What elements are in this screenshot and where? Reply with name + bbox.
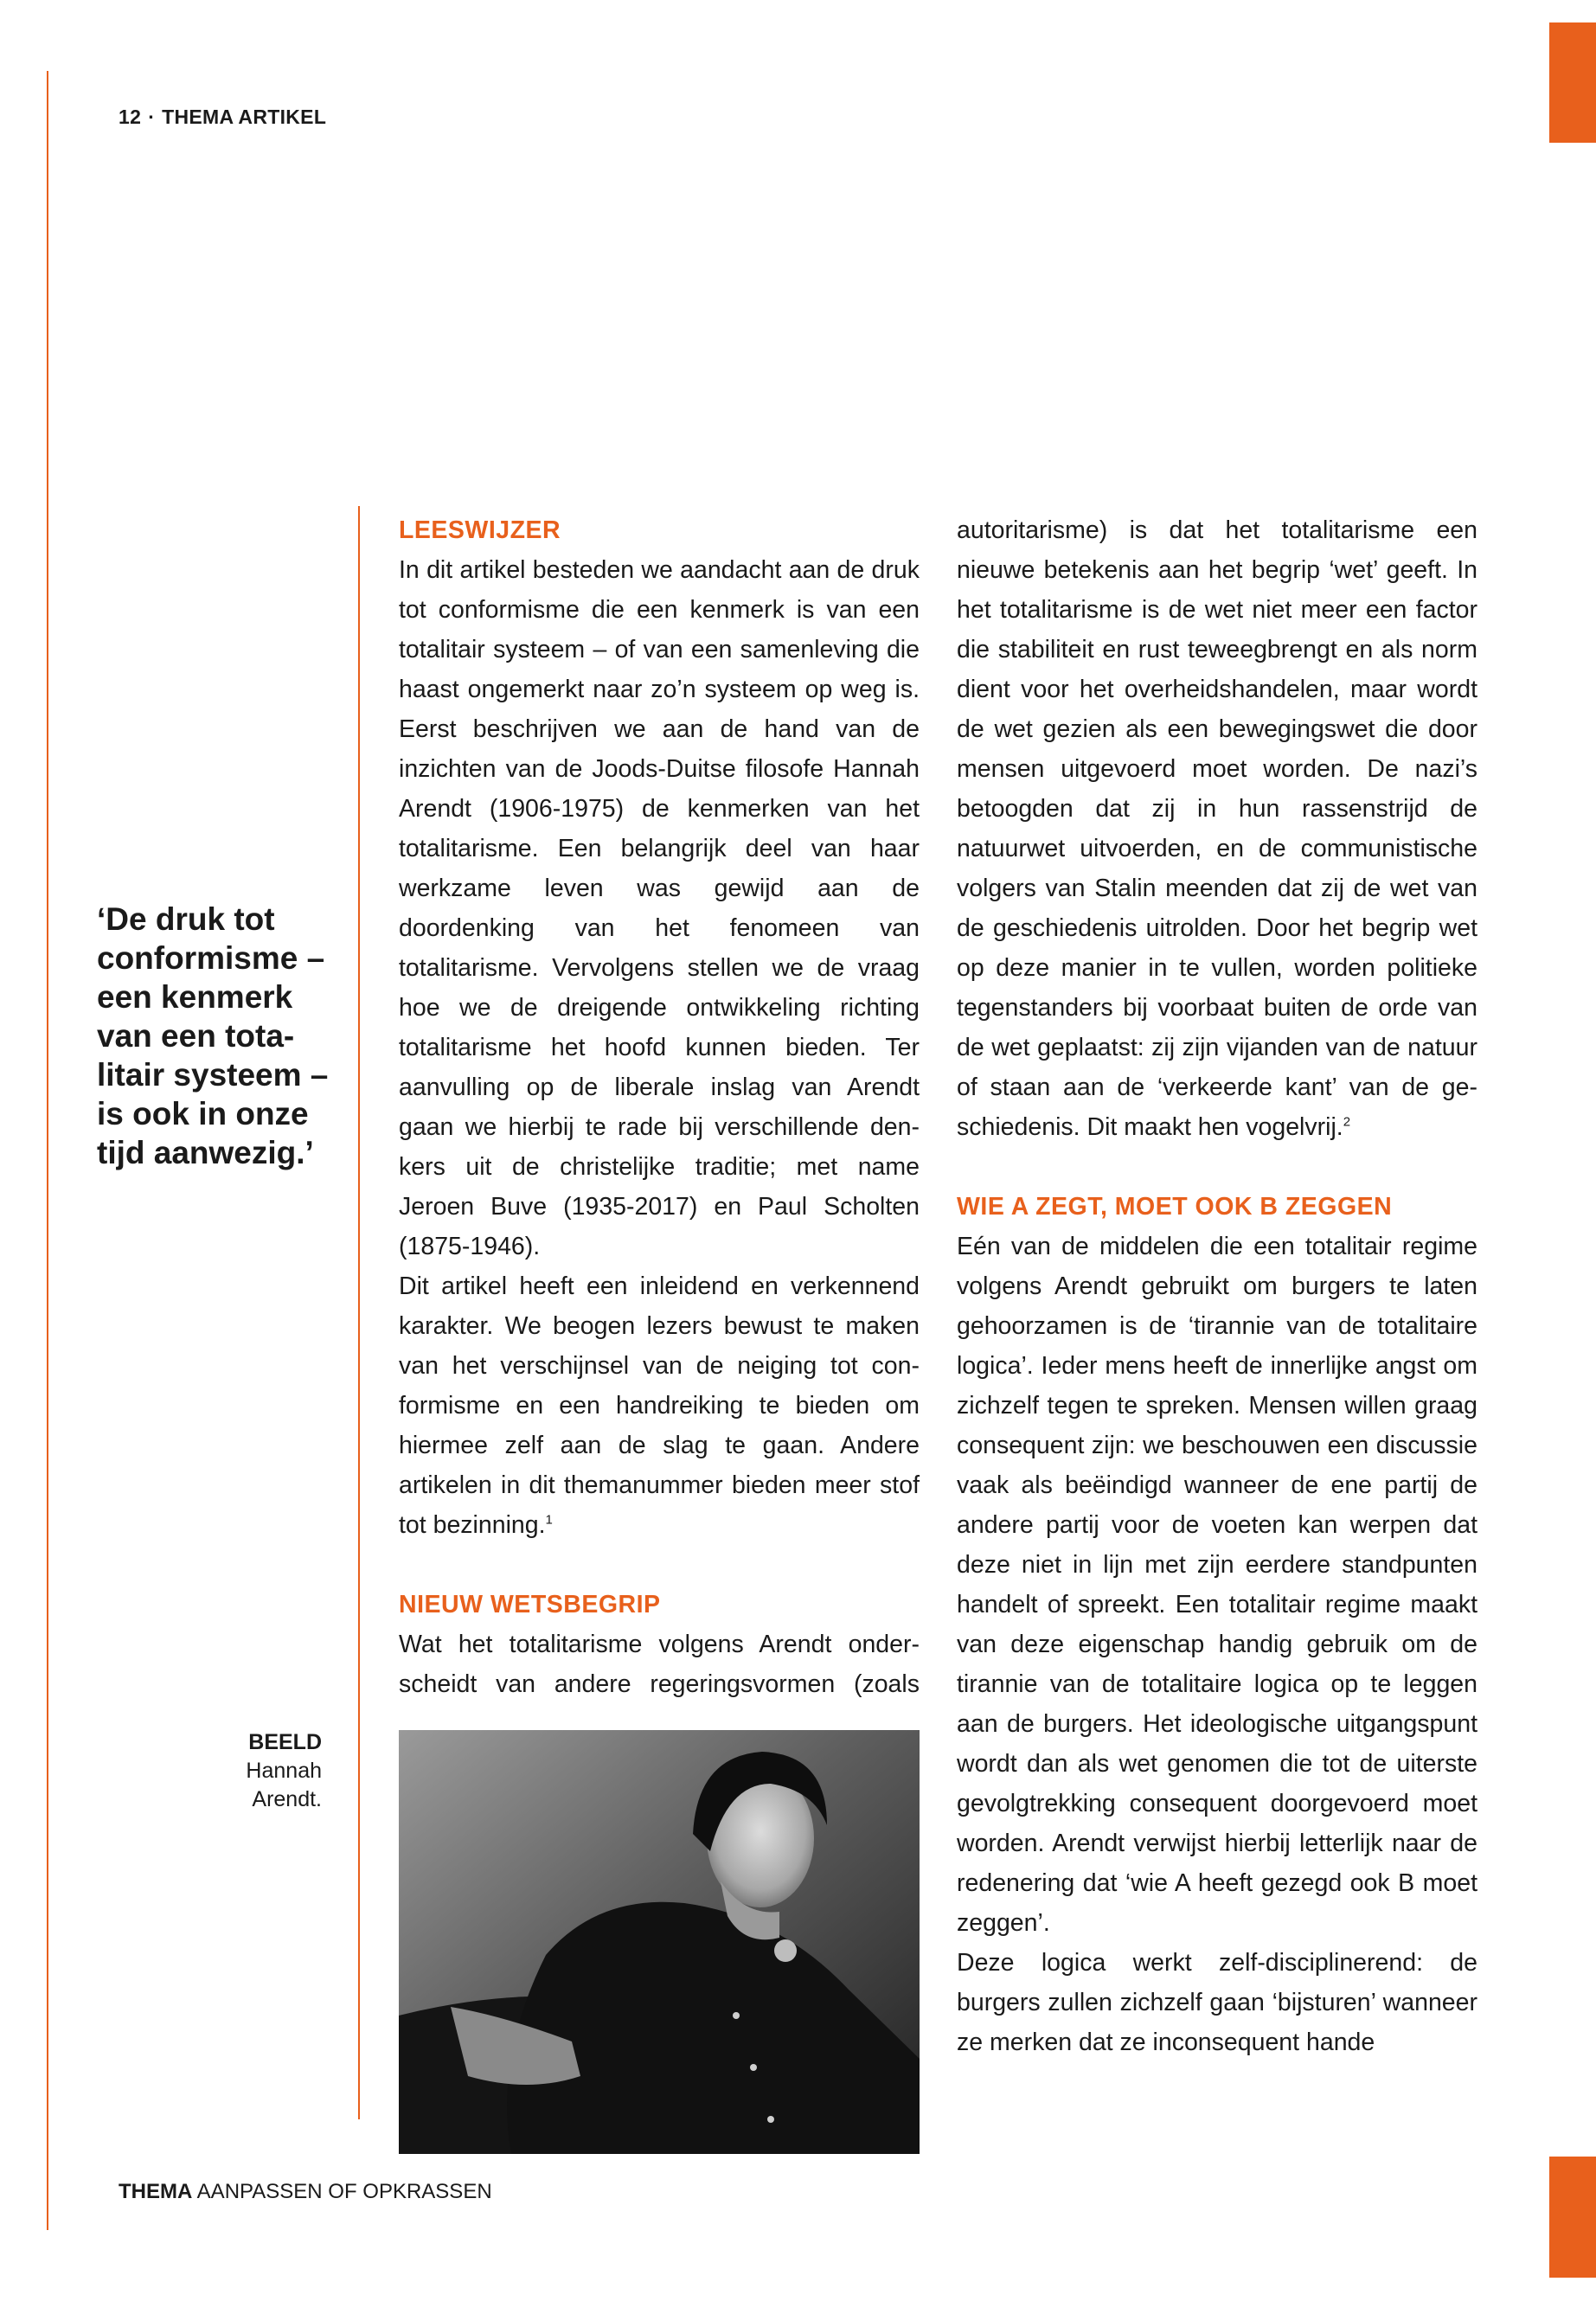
paragraph-character-text: Dit artikel heeft een inleidend en verkennend karakter. We beogen lezers bewust te maken van het verschijnsel van de neiging tot conformisme en een handreiking te bieden om hiermee zelf aan de slag te gaan. Andere artikelen in dit themanummer bieden meer stof tot bezinning. <box>399 1272 920 1539</box>
paragraph-intro: In dit artikel besteden we aandacht aan de druk tot conformisme die een kenmerk is van een totalitair systeem – of van een samenleving die haast ongemerkt naar zo’n systeem op weg is. Eerst beschrijven we aan de hand van de inzichten van de Joods-Duitse filosofe Hannah Arendt (1906-1975) de kenmerken van het totalitarisme. Een belangrijk deel van haar werkzame leven was gewijd aan de doordenking van het fenomeen van totalitarisme. Vervolgens stellen we de vraag hoe we de dreigende ontwikkeling richting totalitarisme het hoofd kunnen bieden. Ter aanvulling op de liberale inslag van Arendt gaan we hierbij te rade bij verschillende denkers uit de christelijke traditie; met name Jeroen Buve (1935-2017) en Paul Scholten (1875-1946). <box>399 556 920 1260</box>
caption-label: BEELD <box>248 1730 322 1754</box>
caption-text: Hannah Arendt. <box>246 1759 322 1811</box>
paragraph-wetsbegrip-start: Wat het totalitarisme volgens Arendt onderscheidt van andere regeringsvormen (zoals <box>399 1631 920 1698</box>
footnote-ref-2: 2 <box>1343 1114 1351 1130</box>
portrait-illustration <box>399 1730 920 2154</box>
paragraph-autoritarisme-text: autoritarisme) is dat het totalitarisme een nieuwe betekenis aan het begrip ‘wet’ geeft. In het totalitarisme is de wet niet meer een factor die stabiliteit en rust teweegbrengt en als norm dient voor het overheidshandelen, maar wordt de wet gezien als een bewegingswet die door mensen uitgevoerd moet worden. De nazi’s betoogden dat zij in hun rassenstrijd de natuurwet uitvoerden, en de communistische volgers van Stalin meenden dat zij de wet van de geschiedenis uitrolden. Door het begrip wet op deze manier in te vullen, worden politieke tegenstanders bij voorbaat buiten de orde van de wet geplaatst: zij zijn vijanden van de natuur of staan aan de ‘verkeerde kant’ van de geschiedenis. Dit maakt hen vogelvrij. <box>957 516 1477 1141</box>
orange-edge-tab-top <box>1549 22 1596 143</box>
paragraph-zelf-disciplinerend: Deze logica werkt zelf-disciplinerend: de burgers zullen zichzelf gaan ‘bijsturen’ wanneer ze merken dat ze inconsequent hande <box>957 1949 1477 2056</box>
running-head <box>119 106 326 129</box>
column-divider-rule <box>358 506 360 2119</box>
footer-title: AANPASSEN OF OPKRASSEN <box>196 2180 492 2203</box>
heading-leeswijzer: LEESWIJZER <box>399 516 561 544</box>
left-margin-rule <box>47 71 48 2230</box>
pull-quote: ‘De druk tot conformisme – een kenmerk van een totalitair systeem – is ook in onze tijd aanwezig.’ <box>97 901 329 1170</box>
paragraph-totalitaire-logica: Eén van de middelen die een totalitair regime volgens Arendt gebruikt om burgers te laten gehoorzamen is de ‘tirannie van de totalitaire logica’. Ieder mens heeft de innerlijke angst om zichzelf tegen te spreken. Mensen willen graag consequent zijn: we beschouwen een discussie vaak als beëindigd wanneer de ene partij de andere partij voor de voeten kan werpen dat deze niet in lijn met zijn eerdere standpunten handelt of spreekt. Een totalitair regime maakt van deze eigenschap handig gebruik om de tirannie van de totalitaire logica op te leggen aan de burgers. Het ideologische uitgangspunt wordt dan als wet genomen die tot de uiterste gevolgtrekking consequent doorgevoerd moet worden. Arendt verwijst hierbij letterlijk naar de redenering dat ‘wie A heeft gezegd ook B moet zeggen’. <box>957 1233 1477 1937</box>
paragraph-character <box>399 1266 920 1545</box>
footnote-ref-1: 1 <box>545 1512 553 1528</box>
separator-dot: · <box>148 106 156 128</box>
article-column-right <box>957 510 1477 2062</box>
orange-edge-tab-bottom <box>1549 2157 1596 2278</box>
article-column-left <box>399 510 920 1704</box>
portrait-photo-hannah-arendt <box>399 1730 920 2154</box>
heading-nieuw-wetsbegrip: NIEUW WETSBEGRIP <box>399 1591 661 1618</box>
page-number: 12 <box>119 106 142 128</box>
image-caption <box>190 1728 322 1814</box>
footer <box>119 2180 492 2204</box>
section-label: THEMA ARTIKEL <box>162 106 327 128</box>
paragraph-autoritarisme <box>957 510 1477 1147</box>
footer-brand: THEMA <box>119 2180 193 2203</box>
heading-wie-a-zegt: WIE A ZEGT, MOET OOK B ZEGGEN <box>957 1193 1393 1221</box>
